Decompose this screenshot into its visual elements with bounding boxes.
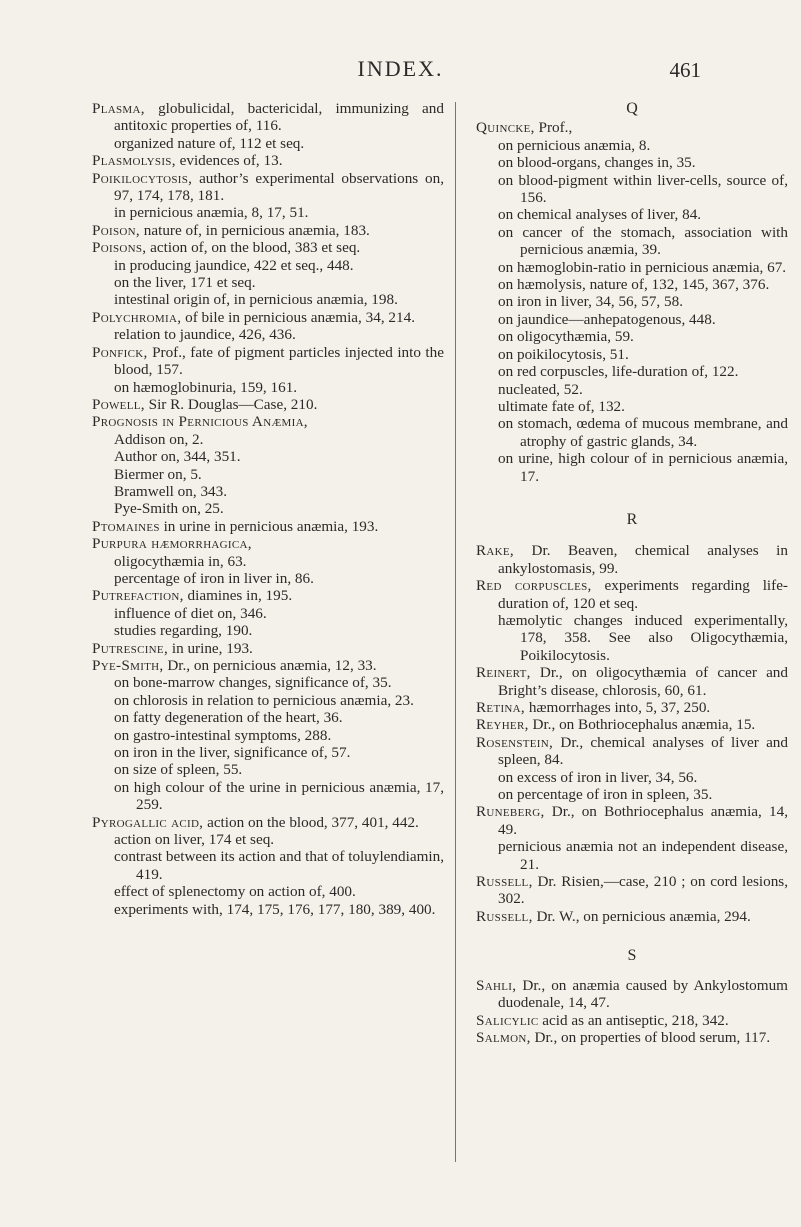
page-title: INDEX.	[357, 56, 444, 81]
index-entry	[92, 396, 444, 413]
index-entry	[476, 873, 788, 908]
index-text: on iron in liver, 34, 56, 57, 58.	[498, 293, 684, 311]
page-number: 461	[669, 58, 701, 82]
index-heading: Reyher,	[476, 716, 529, 734]
index-text: on bone-marrow changes, significance of, 35.	[114, 674, 392, 692]
index-text: in pernicious anæmia, 8, 17, 51.	[114, 204, 309, 222]
index-text: in producing jaundice, 422 et seq., 448.	[114, 256, 354, 274]
index-text: Pye-Smith on, 25.	[114, 500, 224, 518]
index-text: on stomach, œdema of mucous membrane, and atrophy of gastric glands, 34.	[498, 415, 788, 450]
index-text: on poikilocytosis, 51.	[498, 345, 629, 363]
index-subentry	[476, 415, 788, 450]
index-subentry	[476, 137, 788, 154]
index-text: on cancer of the stomach, association with pernicious anæmia, 39.	[498, 223, 788, 259]
index-heading: Pye-Smith,	[92, 657, 164, 674]
index-subentry	[92, 901, 444, 918]
index-subentry	[476, 224, 788, 259]
index-heading: Poikilocytosis,	[92, 169, 193, 187]
index-entry	[476, 977, 788, 1012]
index-text: on urine, high colour of in pernicious anæmia, 17.	[498, 450, 788, 485]
index-entry	[92, 640, 444, 657]
index-subentry	[92, 605, 444, 622]
index-subentry	[92, 692, 444, 709]
index-subentry	[476, 328, 788, 345]
index-text: author’s experimental observations on, 97, 174, 178, 181.	[114, 169, 444, 205]
index-subentry	[92, 291, 444, 308]
index-entry	[476, 1029, 788, 1046]
section-s-entries	[476, 977, 788, 1047]
index-entry	[92, 152, 444, 169]
index-subentry	[476, 172, 788, 207]
index-subentry	[476, 293, 788, 310]
index-subentry	[476, 398, 788, 415]
index-subentry	[92, 466, 444, 483]
index-heading: Red corpuscles,	[476, 577, 592, 595]
index-text: Prof.,	[534, 119, 573, 137]
index-text: on fatty degeneration of the heart, 36.	[114, 709, 343, 727]
index-text: pernicious anæmia not an independent disease, 21.	[498, 838, 788, 873]
index-text: Dr., chemical analyses of liver and spleen, 84.	[498, 733, 788, 769]
index-text: in urine in pernicious anæmia, 193.	[159, 517, 379, 535]
index-text: organized nature of, 112 et seq.	[114, 134, 305, 152]
index-subentry	[476, 612, 788, 664]
index-subentry	[476, 311, 788, 328]
index-text: on percentage of iron in spleen, 35.	[498, 786, 713, 804]
index-subentry	[476, 363, 788, 380]
index-text: on pernicious anæmia, 8.	[498, 136, 651, 154]
index-text: percentage of iron in liver in, 86.	[114, 569, 314, 587]
index-entry	[476, 542, 788, 577]
index-text: action of, on the blood, 383 et seq.	[146, 239, 361, 257]
left-column	[92, 100, 444, 918]
index-text: Dr., on Bothriocephalus anæmia, 14, 49.	[498, 803, 788, 838]
index-subentry	[476, 276, 788, 293]
index-entry	[476, 664, 788, 699]
index-text: diamines in, 195.	[183, 587, 293, 605]
index-subentry	[92, 779, 444, 814]
index-text: on iron in the liver, significance of, 57.	[114, 744, 351, 762]
index-subentry	[476, 381, 788, 398]
section-letter-s: S	[627, 947, 637, 965]
index-subentry	[92, 761, 444, 778]
section-q-entries	[476, 119, 788, 485]
index-heading: Plasmolysis,	[92, 152, 176, 170]
index-subentry	[92, 709, 444, 726]
index-subentry	[92, 135, 444, 152]
index-text: Dr. Beaven, chemical analyses in ankylostomasis, 99.	[498, 542, 788, 577]
section-letter-r: R	[626, 510, 638, 528]
index-text: hæmolytic changes induced experimentally, 178, 358. See also Oligocythæmia, Poikilocytosis.	[498, 611, 788, 664]
index-entry	[92, 657, 444, 674]
right-column	[476, 100, 788, 1046]
index-text: contrast between its action and that of toluylendiamin, 419.	[114, 848, 444, 883]
index-text: acid as an antiseptic, 218, 342.	[538, 1011, 729, 1029]
index-subentry	[92, 257, 444, 274]
index-text: Dr. W., on pernicious anæmia, 294.	[532, 907, 751, 925]
index-text: on red corpuscles, life-duration of, 122.	[498, 363, 739, 381]
section-r-entries	[476, 542, 788, 925]
index-heading: Powell,	[92, 395, 145, 413]
index-text: on chlorosis in relation to pernicious anæmia, 23.	[114, 691, 414, 709]
index-text: experiments regarding life-duration of, 120 et seq.	[498, 577, 788, 612]
index-text: effect of splenectomy on action of, 400.	[114, 883, 356, 901]
index-text: on excess of iron in liver, 34, 56.	[498, 768, 698, 786]
index-subentry	[92, 727, 444, 744]
index-heading: Reinert,	[476, 664, 531, 682]
index-subentry	[92, 622, 444, 639]
index-heading: Plasma,	[92, 100, 145, 117]
index-heading: Polychromia,	[92, 308, 182, 326]
index-entry	[476, 119, 788, 136]
index-entry	[476, 577, 788, 612]
index-text: globulicidal, bactericidal, immunizing and antitoxic properties of, 116.	[114, 100, 444, 135]
index-text: nucleated, 52.	[498, 380, 583, 398]
index-text: Dr., on Bothriocephalus anæmia, 15.	[528, 716, 756, 734]
index-subentry	[92, 744, 444, 761]
index-text: nature of, in pernicious anæmia, 183.	[139, 221, 370, 239]
index-entry	[92, 518, 444, 535]
index-heading: Purpura hæmorrhagica,	[92, 535, 252, 553]
index-heading: Ponfick,	[92, 343, 148, 361]
index-text: Dr., on anæmia caused by Ankylostomum duodenale, 14, 47.	[498, 976, 788, 1012]
index-heading: Pyrogallic acid,	[92, 813, 204, 831]
index-text: on high colour of the urine in pernicious anæmia, 17, 259.	[114, 778, 444, 814]
index-text: Sir R. Douglas—Case, 210.	[144, 395, 318, 413]
index-subentry	[476, 206, 788, 223]
index-text: action on the blood, 377, 401, 442.	[203, 813, 419, 831]
index-heading: Prognosis in Pernicious Anæmia,	[92, 413, 308, 431]
index-text: Prof., fate of pigment particles injected into the blood, 157.	[114, 343, 444, 379]
index-subentry	[92, 500, 444, 517]
index-subentry	[476, 346, 788, 363]
section-letter-q: Q	[626, 100, 638, 117]
index-text: Biermer on, 5.	[114, 465, 202, 483]
index-entry	[476, 716, 788, 733]
index-subentry	[92, 883, 444, 900]
index-subentry	[92, 570, 444, 587]
index-text: Addison on, 2.	[114, 430, 204, 448]
index-subentry	[476, 786, 788, 803]
index-subentry	[476, 154, 788, 171]
index-heading: Russell,	[476, 907, 533, 925]
index-text: on chemical analyses of liver, 84.	[498, 206, 702, 224]
index-text: on jaundice—anhepatogenous, 448.	[498, 310, 716, 328]
index-heading: Poisons,	[92, 239, 147, 257]
index-entry	[92, 309, 444, 326]
index-entry	[92, 535, 444, 552]
index-entry	[92, 413, 444, 430]
index-entry	[92, 239, 444, 256]
index-subentry	[92, 553, 444, 570]
index-entry	[476, 908, 788, 925]
index-subentry	[476, 259, 788, 276]
index-subentry	[92, 483, 444, 500]
index-text: studies regarding, 190.	[114, 622, 253, 640]
index-text: Author on, 344, 351.	[114, 448, 241, 466]
index-heading: Rosenstein,	[476, 733, 554, 751]
index-text: Dr., on pernicious anæmia, 12, 33.	[163, 657, 377, 674]
index-entry	[92, 222, 444, 239]
index-entry	[92, 170, 444, 205]
index-entry	[92, 814, 444, 831]
index-text: relation to jaundice, 426, 436.	[114, 326, 296, 344]
index-text: on oligocythæmia, 59.	[498, 328, 634, 346]
index-text: on blood-organs, changes in, 35.	[498, 154, 696, 172]
index-heading: Quincke,	[476, 119, 535, 137]
index-entry	[476, 803, 788, 838]
index-heading: Runeberg,	[476, 803, 545, 821]
index-subentry	[92, 379, 444, 396]
column-divider	[455, 102, 456, 1162]
index-entry	[476, 1012, 788, 1029]
index-text: oligocythæmia in, 63.	[114, 552, 247, 570]
index-subentry	[476, 450, 788, 485]
index-heading: Salmon,	[476, 1028, 531, 1046]
index-text: of bile in pernicious anæmia, 34, 214.	[181, 308, 415, 326]
index-heading: Salicylic	[476, 1011, 539, 1029]
index-text: evidences of, 13.	[175, 152, 283, 170]
index-heading: Russell,	[476, 873, 533, 891]
index-text: on size of spleen, 55.	[114, 761, 243, 779]
index-subentry	[92, 204, 444, 221]
index-text: Dr. Risien,—case, 210 ; on cord lesions, 302.	[498, 873, 788, 908]
index-heading: Retina,	[476, 699, 526, 716]
index-entry	[476, 734, 788, 769]
index-text: hæmorrhages into, 5, 37, 250.	[525, 699, 711, 716]
index-text: Dr., on oligocythæmia of cancer and Bright’s disease, chlorosis, 60, 61.	[498, 664, 788, 699]
index-text: influence of diet on, 346.	[114, 604, 267, 622]
index-entry	[476, 699, 788, 716]
index-heading: Poison,	[92, 221, 140, 239]
index-text: action on liver, 174 et seq.	[114, 831, 275, 849]
index-subentry	[92, 274, 444, 291]
index-subentry	[92, 431, 444, 448]
index-text: Dr., on properties of blood serum, 117.	[530, 1028, 771, 1046]
index-subentry	[92, 848, 444, 883]
index-heading: Rake,	[476, 542, 515, 560]
index-text: on hæmoglobinuria, 159, 161.	[114, 378, 298, 396]
index-entry	[92, 100, 444, 135]
index-text: on gastro-intestinal symptoms, 288.	[114, 726, 332, 744]
index-subentry	[476, 769, 788, 786]
index-subentry	[92, 831, 444, 848]
page-header	[0, 56, 801, 86]
index-text: experiments with, 174, 175, 176, 177, 180, 389, 400.	[114, 900, 436, 918]
index-text: intestinal origin of, in pernicious anæmia, 198.	[114, 291, 398, 309]
index-subentry	[92, 448, 444, 465]
index-subentry	[92, 326, 444, 343]
index-text: on hæmolysis, nature of, 132, 145, 367, 376.	[498, 276, 770, 294]
index-text: Bramwell on, 343.	[114, 482, 228, 500]
index-subentry	[476, 838, 788, 873]
index-text: on blood-pigment within liver-cells, source of, 156.	[498, 171, 788, 207]
index-heading: Sahli,	[476, 976, 517, 994]
index-text: on hæmoglobin-ratio in pernicious anæmia, 67.	[498, 258, 787, 276]
index-text: ultimate fate of, 132.	[498, 397, 625, 415]
index-entry	[92, 344, 444, 379]
index-subentry	[92, 674, 444, 691]
index-text: in urine, 193.	[168, 639, 253, 657]
index-heading: Putrefaction,	[92, 587, 184, 605]
index-heading: Putrescine,	[92, 639, 169, 657]
index-text: on the liver, 171 et seq.	[114, 274, 256, 292]
index-entry	[92, 587, 444, 604]
index-heading: Ptomaines	[92, 517, 160, 535]
